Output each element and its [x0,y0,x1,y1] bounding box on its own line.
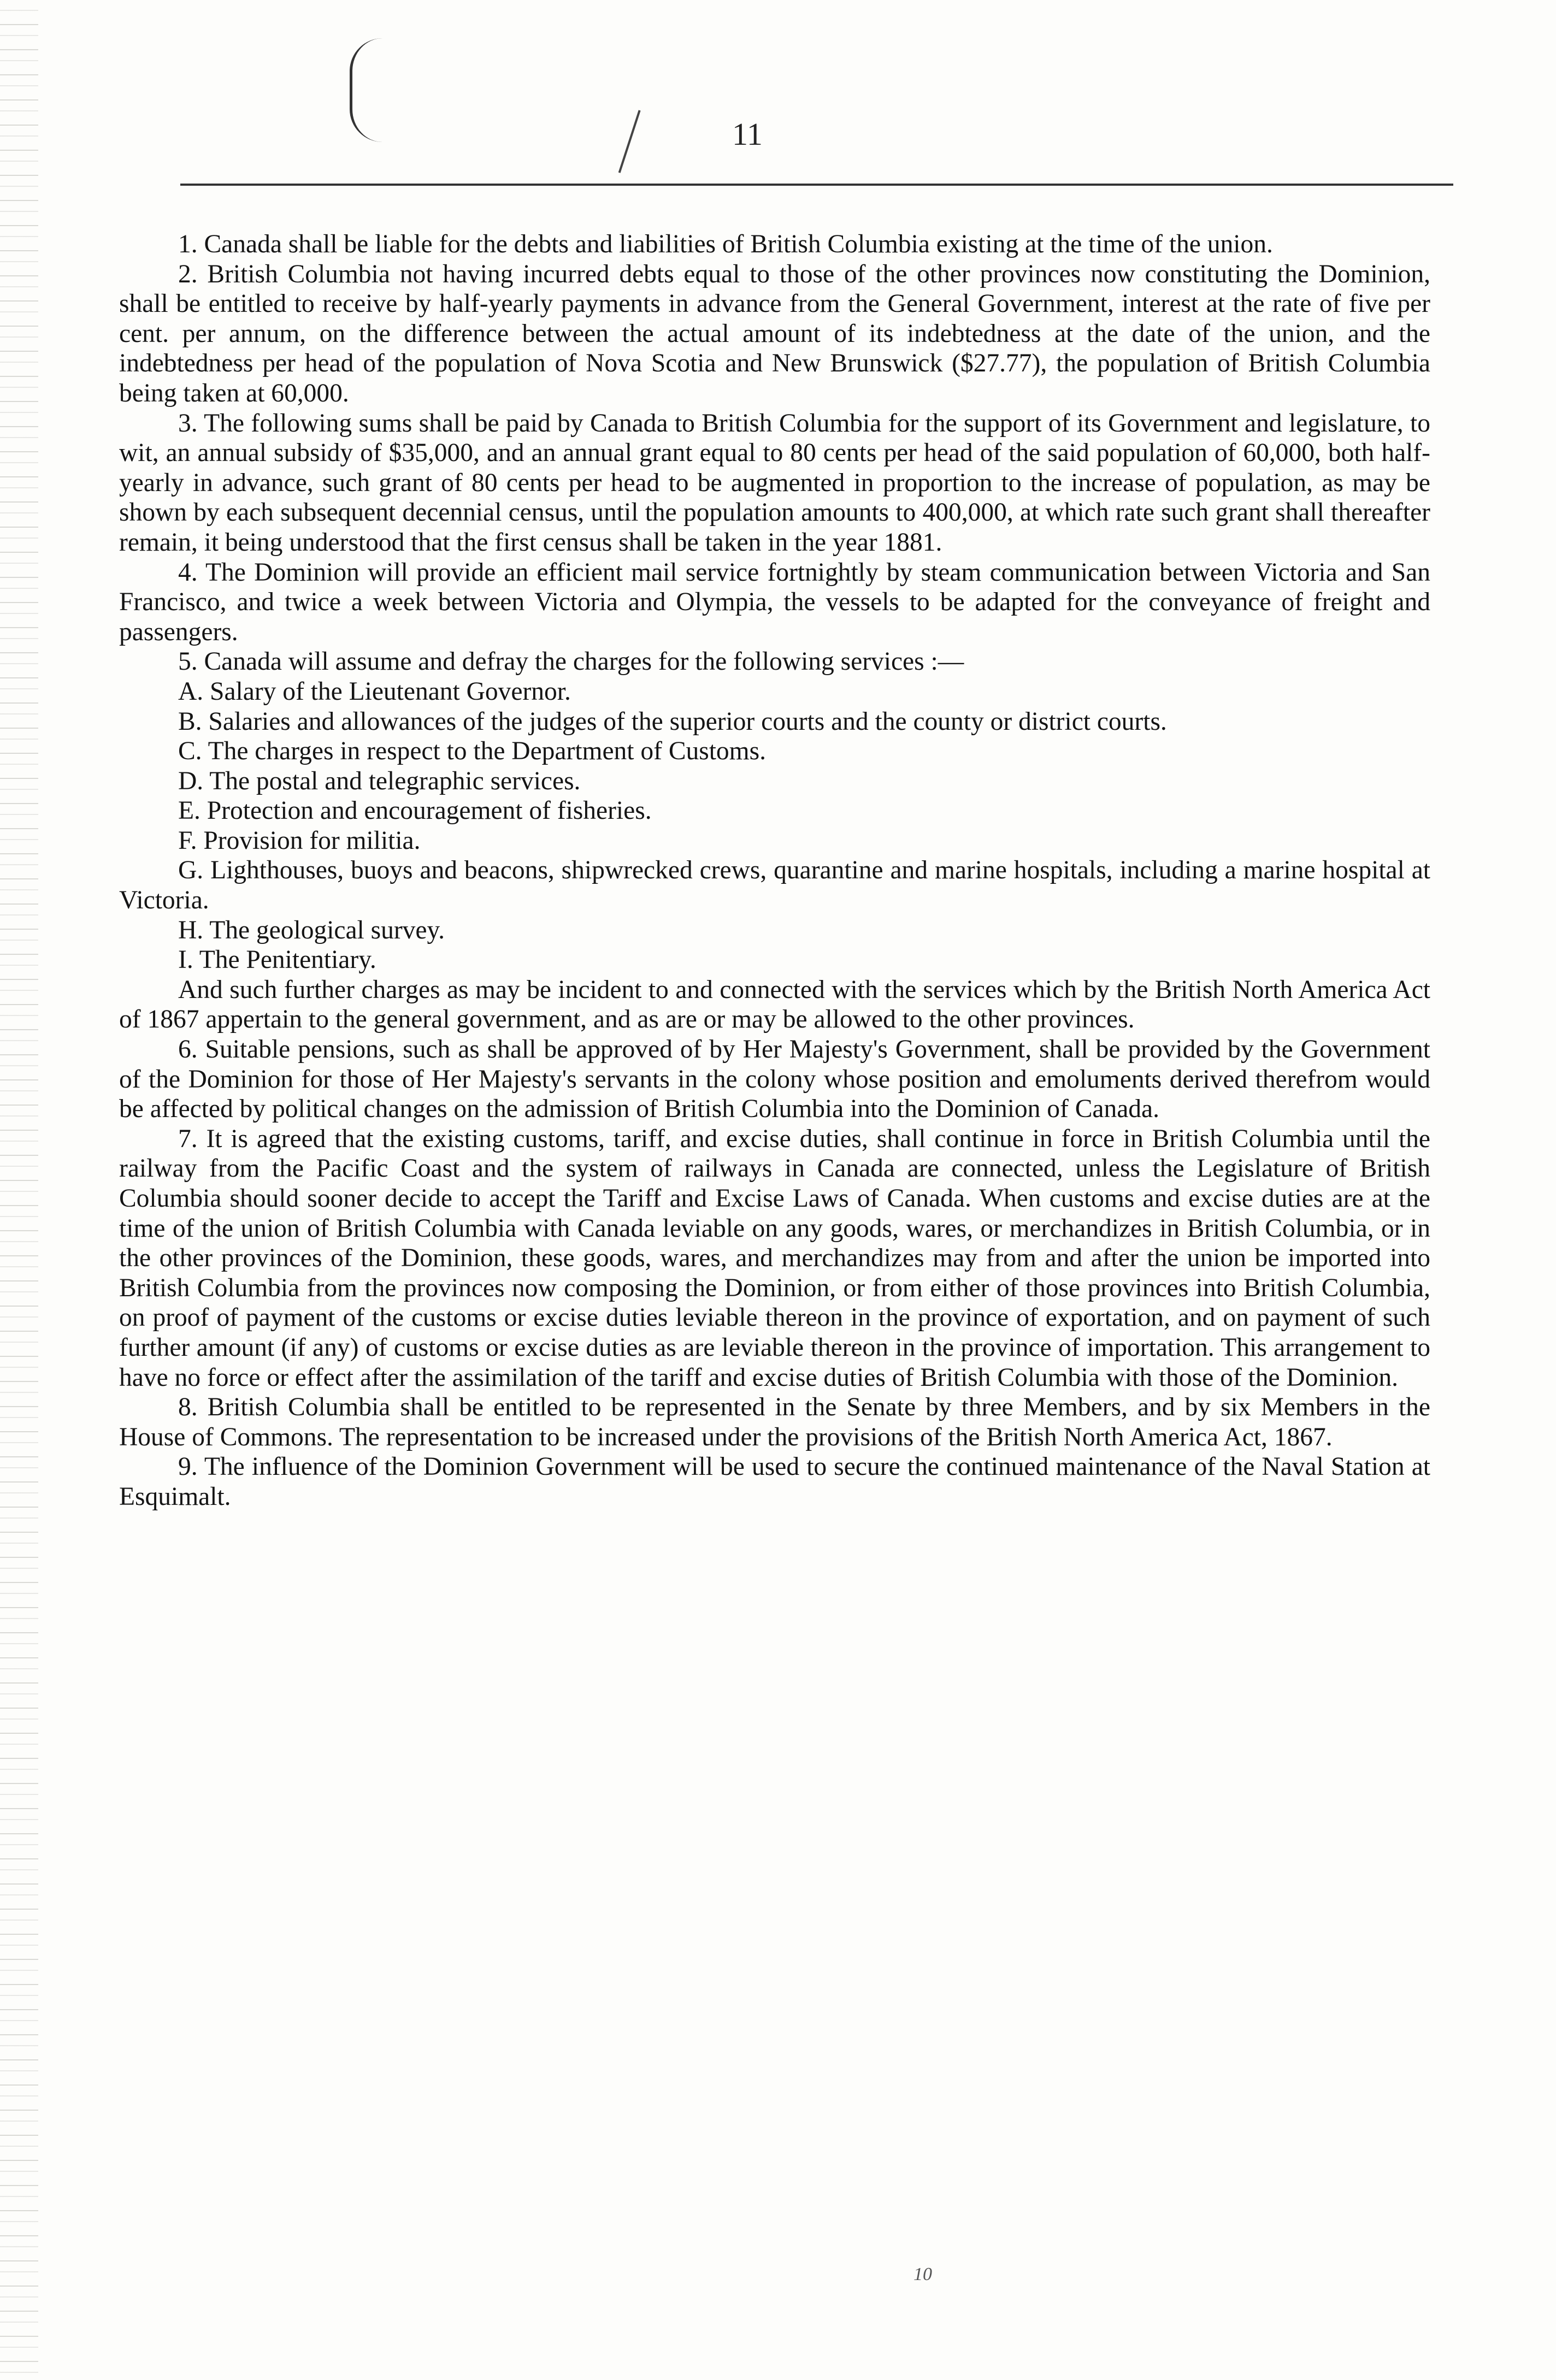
paragraph: 9. The influence of the Dominion Government will be used to secure the continued maintenance of the Naval Station at Esquimalt. [119,1452,1430,1511]
pencil-mark [618,110,644,174]
header-rule [180,184,1453,186]
paragraph: 4. The Dominion will provide an efficient mail service fortnightly by steam communication between Victoria and San Francisco, and twice a week between Victoria and Olympia, the vessels to be adapted for the conveyance of freight and passengers. [119,558,1430,646]
paragraph: 7. It is agreed that the existing customs, tariff, and excise duties, shall continue in force in British Columbia until the railway from the Pacific Coast and the system of railways in Canada are connected, unless the Legislature of British Columbia should sooner decide to accept the Tariff and Excise Laws of Canada. When customs and excise duties are at the time of the union of British Columbia with Canada leviable on any goods, wares, or merchandizes in British Columbia, or in the other provinces of the Dominion, these goods, wares, and merchandizes may from and after the union be imported into British Columbia from the provinces now composing the Dominion, or from either of those provinces into British Columbia, on proof of payment of the customs or excise duties leviable thereon in the province of exportation, and on payment of such further amount (if any) of customs or excise duties as are leviable thereon in the province of importation. This arrangement to have no force or effect after the assimilation of the tariff and excise duties of British Columbia with those of the Dominion. [119,1124,1430,1392]
service-item: H. The geological survey. [178,916,445,944]
service-item: A. Salary of the Lieutenant Governor. [178,677,571,706]
service-item: G. Lighthouses, buoys and beacons, shipwrecked crews, quarantine and marine hospitals, including a marine hospital at Victoria. [119,856,1430,915]
page-number: 11 [732,116,763,152]
service-item: B. Salaries and allowances of the judges of the superior courts and the county or district courts. [178,707,1167,736]
folio-mark: 10 [913,2264,932,2284]
paragraph: 8. British Columbia shall be entitled to be represented in the Senate by three Members, and by six Members in the House of Commons. The representation to be increased under the provisions of the British North America Act, 1867. [119,1393,1430,1451]
paragraph: 5. Canada will assume and defray the charges for the following services :— [178,647,964,676]
paragraph: 3. The following sums shall be paid by Canada to British Columbia for the support of its Government and legislature, to wit, an annual subsidy of $35,000, and an annual grant equal to 80 cents per head of the said population of 60,000, both half-yearly in advance, such grant of 80 cents per head to be augmented in proportion to the increase of population, as may be shown by each subsequent decennial census, until the population amounts to 400,000, at which rate such grant shall thereafter remain, it being understood that the first census shall be taken in the year 1881. [119,409,1430,557]
service-item: D. The postal and telegraphic services. [178,766,581,795]
paragraph: 2. British Columbia not having incurred debts equal to those of the other provinces now constituting the Dominion, shall be entitled to receive by half-yearly payments in advance from the General Government, interest at the rate of five per cent. per annum, on the difference between the actual amount of its indebtedness at the date of the union, and the indebtedness per head of the population of Nova Scotia and New Brunswick ($27.77), the population of British Columbia being taken at 60,000. [119,259,1430,408]
service-item: F. Provision for militia. [178,826,421,855]
service-item: E. Protection and encouragement of fisheries. [178,796,652,825]
paragraph: 6. Suitable pensions, such as shall be approved of by Her Majesty's Government, shall be provided by the Government of the Dominion for those of Her Majesty's servants in the colony whose position and emoluments derived therefrom would be affected by political changes on the admission of British Columbia into the Dominion of Canada. [119,1035,1430,1124]
paragraph: And such further charges as may be incident to and connected with the services which by the British North America Act of 1867 appertain to the general government, and as are or may be allowed to the other provinces. [119,975,1430,1034]
pencil-mark [350,38,385,142]
paragraph: 1. Canada shall be liable for the debts and liabilities of British Columbia existing at the time of the union. [178,230,1273,258]
service-item: C. The charges in respect to the Department of Customs. [178,737,766,766]
document-body [119,229,1430,1512]
scan-edge-artifact [0,0,38,2380]
service-item: I. The Penitentiary. [178,946,376,975]
